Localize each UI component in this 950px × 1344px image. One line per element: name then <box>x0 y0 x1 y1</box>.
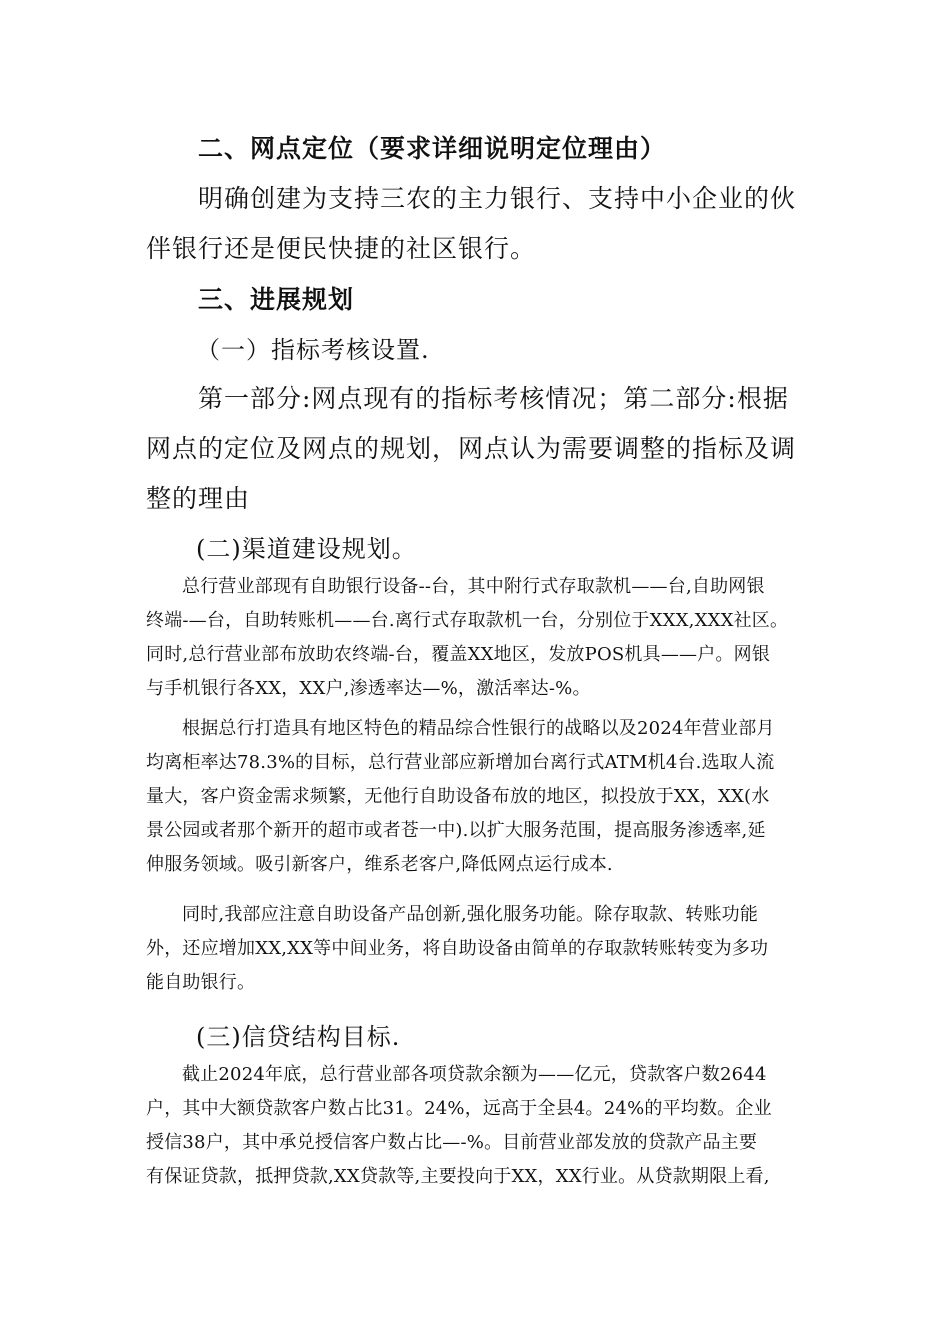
paragraph-line: 均离柜率达78.3%的目标，总行营业部应新增加台离行式ATM机4台.选取人流 <box>146 752 775 773</box>
subsection-2-heading: (二)渠道建设规划。 <box>196 535 417 563</box>
paragraph-line: 量大，客户资金需求频繁，无他行自助设备布放的地区，拟投放于XX，XX(水 <box>146 786 770 807</box>
section-2-paragraph <box>146 174 796 274</box>
paragraph-line: 第一部分:网点现有的指标考核情况；第二部分:根据 <box>198 384 789 413</box>
paragraph-line: 能自助银行。 <box>146 972 256 993</box>
paragraph-line: 景公园或者那个新开的超市或者苍一中).以扩大服务范围，提高服务渗透率,延 <box>146 820 766 841</box>
paragraph-line: 截止2024年底，总行营业部各项贷款余额为——亿元，贷款客户数2644 <box>182 1064 767 1085</box>
paragraph-line: 总行营业部现有自助银行设备--台，其中附行式存取款机——台,自助网银 <box>182 576 765 597</box>
paragraph-line: 终端-—台，自助转账机——台.离行式存取款机一台，分别位于XXX,XXX社区。 <box>146 610 789 631</box>
section-3-heading: 三、进展规划 <box>198 285 355 314</box>
paragraph-line: 同时,我部应注意自助设备产品创新,强化服务功能。除存取款、转账功能 <box>182 904 759 925</box>
subsection-1-paragraph <box>146 374 796 524</box>
paragraph-line: 外，还应增加XX,XX等中间业务，将自助设备由简单的存取款转账转变为多功 <box>146 938 769 959</box>
paragraph-line: 授信38户，其中承兑授信客户数占比—-%。目前营业部发放的贷款产品主要 <box>146 1132 758 1153</box>
paragraph-line: 伴银行还是便民快捷的社区银行。 <box>146 234 537 263</box>
paragraph-line: 同时,总行营业部布放助农终端-台，覆盖XX地区，发放POS机具——户。网银 <box>146 644 771 665</box>
paragraph-line: 户，其中大额贷款客户数占比31。24%，远高于全县4。24%的平均数。企业 <box>146 1098 772 1119</box>
subsection-2-paragraph-3 <box>146 898 768 1000</box>
paragraph-line: 网点的定位及网点的规划，网点认为需要调整的指标及调 <box>146 434 797 463</box>
subsection-3-paragraph <box>146 1058 772 1194</box>
paragraph-line: 整的理由 <box>146 484 251 513</box>
subsection-3-heading: (三)信贷结构目标. <box>196 1023 401 1051</box>
paragraph-line: 有保证贷款，抵押贷款,XX贷款等,主要投向于XX，XX行业。从贷款期限上看, <box>146 1166 770 1187</box>
subsection-2-paragraph-2 <box>146 712 775 882</box>
paragraph-line: 明确创建为支持三农的主力银行、支持中小企业的伙 <box>198 184 797 213</box>
paragraph-line: 根据总行打造具有地区特色的精品综合性银行的战略以及2024年营业部月 <box>182 718 775 739</box>
paragraph-line: 伸服务领域。吸引新客户，维系老客户,降低网点运行成本. <box>146 854 613 875</box>
section-2-heading: 二、网点定位（要求详细说明定位理由） <box>198 134 667 163</box>
paragraph-line: 与手机银行各XX，XX户,渗透率达—%，激活率达-%。 <box>146 678 591 699</box>
subsection-1-heading: （一）指标考核设置. <box>196 336 430 364</box>
subsection-2-paragraph-1 <box>146 570 788 706</box>
